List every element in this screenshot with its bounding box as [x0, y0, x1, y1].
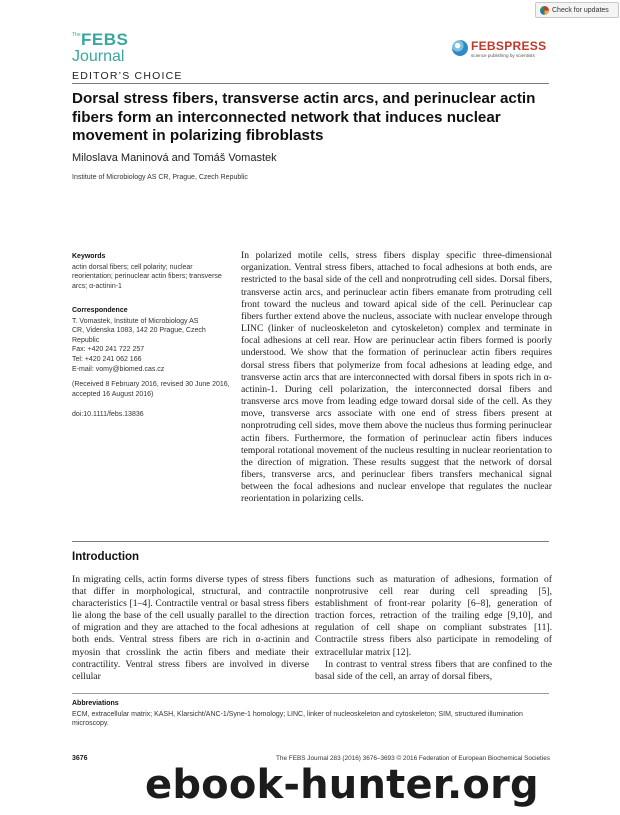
- febs-press-logo: [452, 39, 556, 61]
- header-divider: [72, 83, 549, 84]
- watermark-text: ebook-hunter.org: [145, 762, 539, 808]
- doi-link[interactable]: doi:10.1111/febs.13836: [72, 411, 144, 418]
- journal-logo-journal: Journal: [72, 48, 125, 65]
- article-title: Dorsal stress fibers, transverse actin arcs, and perinuclear actin fibers form an interconnected network that induces nuclear movement in polarizing fibroblasts: [72, 90, 536, 144]
- correspondence-line: T. Vomastek, Institute of Microbiology AS: [72, 317, 199, 325]
- correspondence-heading: Correspondence: [72, 307, 128, 314]
- check-updates-label: Check for updates: [552, 6, 609, 14]
- journal-citation: The FEBS Journal 283 (2016) 3676–3693 © 2016 Federation of European Biochemical Societies: [276, 755, 550, 762]
- abbreviations-text: ECM, extracellular matrix; KASH, Klarsicht/ANC-1/Syne-1 homology; LINC, linker of nucleoskeleton and cytoskeleton; SIM, structured illumination microscopy.: [72, 710, 523, 727]
- publisher-tagline: science publishing by scientists: [471, 53, 535, 58]
- correspondence-line: Fax: +420 241 722 257: [72, 346, 145, 354]
- abstract-text: In polarized motile cells, stress fibers display specific three-dimensional organization. Ventral stress fibers, attached to focal adhesions at both ends, are restricted to the basal side of the cell and nonprotruding cell sides. Dorsal fibers, transverse actin arcs, and perinuclear actin fibers emanate from protruding cell front toward the nucleus and toward apical side of the cell. Perinuclear cap fibers further extend above the nucleus, associate with nuclear envelope through LINC (linker of nucleoskeleton and cytoskeleton) complex and terminate in focal adhesions at cell rear. How are perinuclear actin fibers formed is poorly understood. We show that the formation of perinuclear actin fibers requires dorsal stress fibers that polymerize from focal adhesions at leading edge, and transverse actin arcs that are interconnected with dorsal fibers in spots rich in α-actinin-1. During cell polarization, the interconnected dorsal fibers and transverse arcs move from leading edge toward dorsal side of the cell. As they move, transverse arcs associate with one end of stress fibers present at nonprotruding cell sides, move them above the nucleus thus forming perinuclear actin fibers. Furthermore, the formation of perinuclear actin fibers induces temporal rotational movement of the nucleus resulting in nuclear reorientation to the direction of migration. These results suggest that the network of dorsal fibers, transverse arcs, and perinuclear fibers transfers mechanical signal between the focal adhesions and nuclear envelope that regulates the nuclear reorientation in polarizing cells.: [241, 250, 552, 505]
- received-dates: (Received 8 February 2016, revised 30 June 2016, accepted 16 August 2016): [72, 381, 230, 398]
- introduction-paragraph: In migrating cells, actin forms diverse types of stress fibers that differ in morphological, structural, and contractile characteristics [1–4]. Contractile ventral or basal stress fibers lie along the base of the cell usually parallel to the direction of migration and they are attached to the focal adhesions at both ends. Ventral stress fibers are rich in α-actinin and myosin that crosslink the actin fibers and mediate their contractility. Ventral stress fibers are involved in diverse cellular: [72, 574, 309, 682]
- introduction-right-column: [315, 574, 552, 683]
- introduction-heading: Introduction: [72, 551, 140, 563]
- abbreviations-divider: [72, 693, 549, 694]
- correspondence-email[interactable]: E-mail: vomy@biomed.cas.cz: [72, 365, 165, 373]
- page-number: 3676: [72, 755, 88, 762]
- section-label: EDITOR’S CHOICE: [72, 70, 183, 82]
- keywords-block: [72, 252, 230, 291]
- febs-press-mark-icon: [452, 40, 468, 56]
- abbreviations-block: [72, 699, 550, 729]
- publisher-name: FEBSPRESS: [471, 39, 547, 53]
- keywords-heading: Keywords: [72, 253, 106, 260]
- article-authors: Miloslava Maninová and Tomáš Vomastek: [72, 152, 277, 164]
- keywords-text: actin dorsal fibers; cell polarity; nuclear reorientation; perinuclear actin fibers; transverse arcs; α-actinin-1: [72, 263, 222, 290]
- abstract-divider: [72, 541, 549, 542]
- crossmark-icon: [540, 6, 549, 15]
- article-affiliation: Institute of Microbiology AS CR, Prague, Czech Republic: [72, 174, 248, 181]
- correspondence-block: [72, 306, 230, 374]
- febs-journal-logo: [72, 30, 148, 66]
- introduction-paragraph: In contrast to ventral stress fibers that are confined to the basal side of the cell, an array of dorsal fibers,: [315, 658, 552, 682]
- check-for-updates-button[interactable]: [535, 2, 619, 18]
- journal-logo-febs: FEBS: [81, 30, 129, 49]
- abbreviations-heading: Abbreviations: [72, 700, 119, 707]
- introduction-paragraph: functions such as maturation of adhesions, formation of nonprotrusive cell rear during cell spreading [5], establishment of front-rear polarity [6–8], generation of traction forces, retraction of the trailing edge [9,10], and regulation of cell shape on compliant substrates [11]. Contractile stress fibers also participate in remodeling of extracellular matrix [12].: [315, 574, 552, 658]
- journal-logo-the: The: [72, 32, 81, 38]
- correspondence-line: Tel: +420 241 062 166: [72, 355, 142, 363]
- correspondence-line: Republic: [72, 336, 100, 344]
- introduction-left-column: [72, 574, 309, 683]
- correspondence-line: CR, Videnska 1083, 142 20 Prague, Czech: [72, 327, 206, 335]
